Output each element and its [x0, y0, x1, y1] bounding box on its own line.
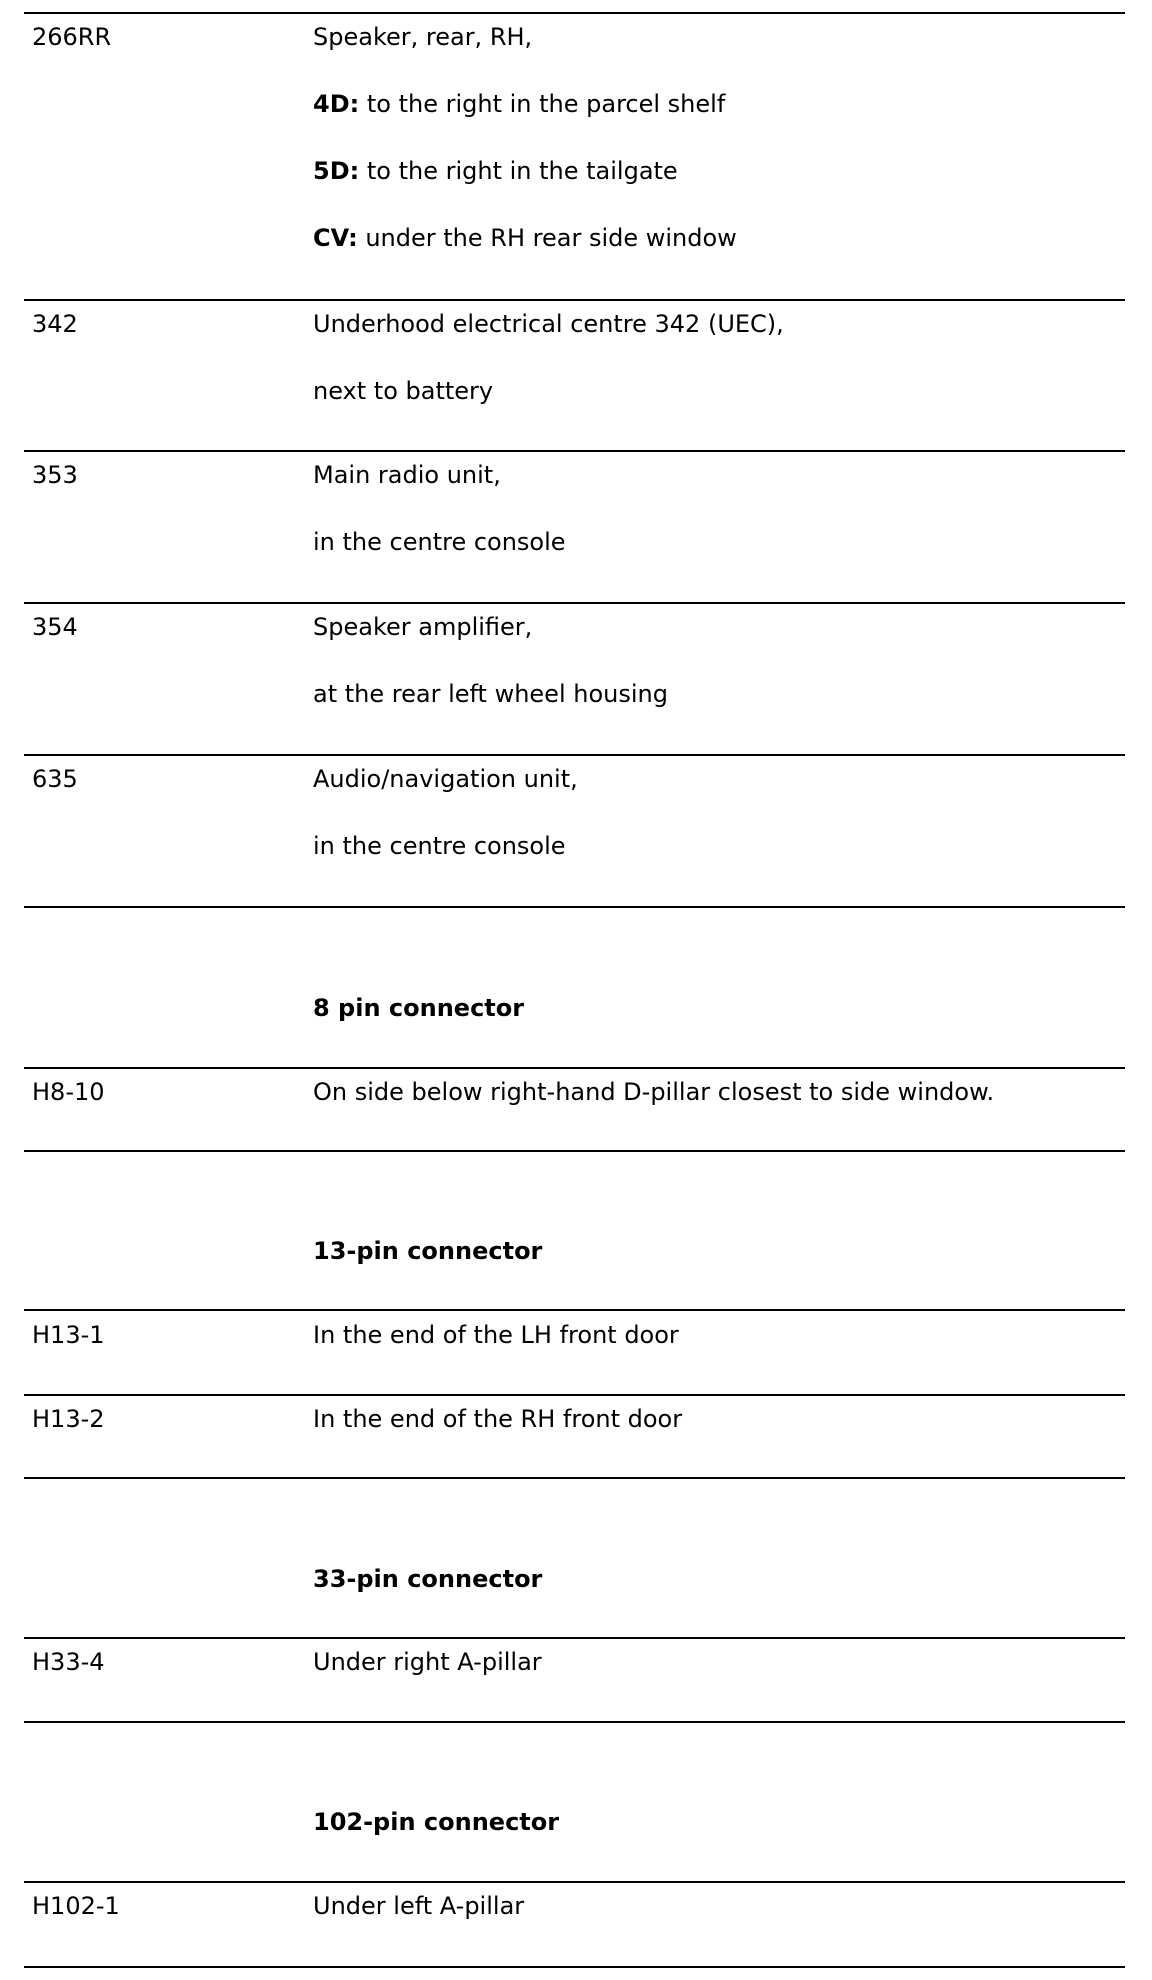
section-heading: 102-pin connector	[313, 1808, 560, 1836]
location-text: Audio/navigation unit,	[313, 765, 578, 793]
row-divider	[24, 299, 1125, 301]
location-line	[313, 1891, 524, 1921]
location-text: in the centre console	[313, 832, 566, 860]
location-text: to the right in the tailgate	[359, 157, 678, 185]
component-code: 266RR	[32, 23, 112, 51]
location-text: Speaker, rear, RH,	[313, 23, 533, 51]
location-line	[313, 89, 725, 119]
location-line	[313, 309, 784, 339]
variant-label: 4D:	[313, 90, 360, 118]
section-heading: 13-pin connector	[313, 1237, 543, 1265]
row-divider	[24, 1150, 1125, 1152]
location-text: In the end of the LH front door	[313, 1321, 679, 1349]
component-code: H8-10	[32, 1078, 105, 1106]
location-line	[313, 223, 737, 253]
location-line	[313, 22, 532, 52]
location-text: next to battery	[313, 377, 494, 405]
row-divider	[24, 1721, 1125, 1723]
component-code: 342	[32, 310, 78, 338]
row-divider	[24, 1309, 1125, 1311]
row-divider	[24, 602, 1125, 604]
component-code: H102-1	[32, 1892, 120, 1920]
row-divider	[24, 1477, 1125, 1479]
location-text: under the RH rear side window	[357, 224, 737, 252]
location-line	[313, 679, 668, 709]
row-divider	[24, 450, 1125, 452]
component-code: H13-2	[32, 1405, 105, 1433]
location-text: Speaker amplifier,	[313, 613, 533, 641]
location-line	[313, 1647, 542, 1677]
section-heading: 8 pin connector	[313, 994, 525, 1022]
location-text: In the end of the RH front door	[313, 1405, 683, 1433]
row-divider	[24, 1637, 1125, 1639]
location-line	[313, 764, 578, 794]
variant-label: CV:	[313, 224, 358, 252]
section-heading: 33-pin connector	[313, 1565, 543, 1593]
row-divider	[24, 1881, 1125, 1883]
location-line	[313, 1077, 994, 1107]
location-line	[313, 1320, 679, 1350]
component-code: 635	[32, 765, 78, 793]
variant-label: 5D:	[313, 157, 360, 185]
location-line	[313, 831, 566, 861]
component-code: H33-4	[32, 1648, 105, 1676]
row-divider	[24, 906, 1125, 908]
location-text: Main radio unit,	[313, 461, 501, 489]
location-line	[313, 376, 493, 406]
location-text: Under left A-pillar	[313, 1892, 525, 1920]
component-code: 353	[32, 461, 78, 489]
location-text: Under right A-pillar	[313, 1648, 542, 1676]
row-divider	[24, 1067, 1125, 1069]
location-text: Underhood electrical centre 342 (UEC),	[313, 310, 784, 338]
component-code: H13-1	[32, 1321, 105, 1349]
location-line	[313, 527, 566, 557]
row-divider	[24, 754, 1125, 756]
row-divider	[24, 12, 1125, 14]
location-line	[313, 460, 501, 490]
location-text: at the rear left wheel housing	[313, 680, 668, 708]
location-line	[313, 1404, 682, 1434]
row-divider	[24, 1966, 1125, 1968]
row-divider	[24, 1394, 1125, 1396]
component-code: 354	[32, 613, 78, 641]
location-line	[313, 612, 532, 642]
location-text: in the centre console	[313, 528, 566, 556]
location-text: On side below right-hand D-pillar closest to side window.	[313, 1078, 995, 1106]
location-text: to the right in the parcel shelf	[359, 90, 726, 118]
location-line	[313, 156, 678, 186]
